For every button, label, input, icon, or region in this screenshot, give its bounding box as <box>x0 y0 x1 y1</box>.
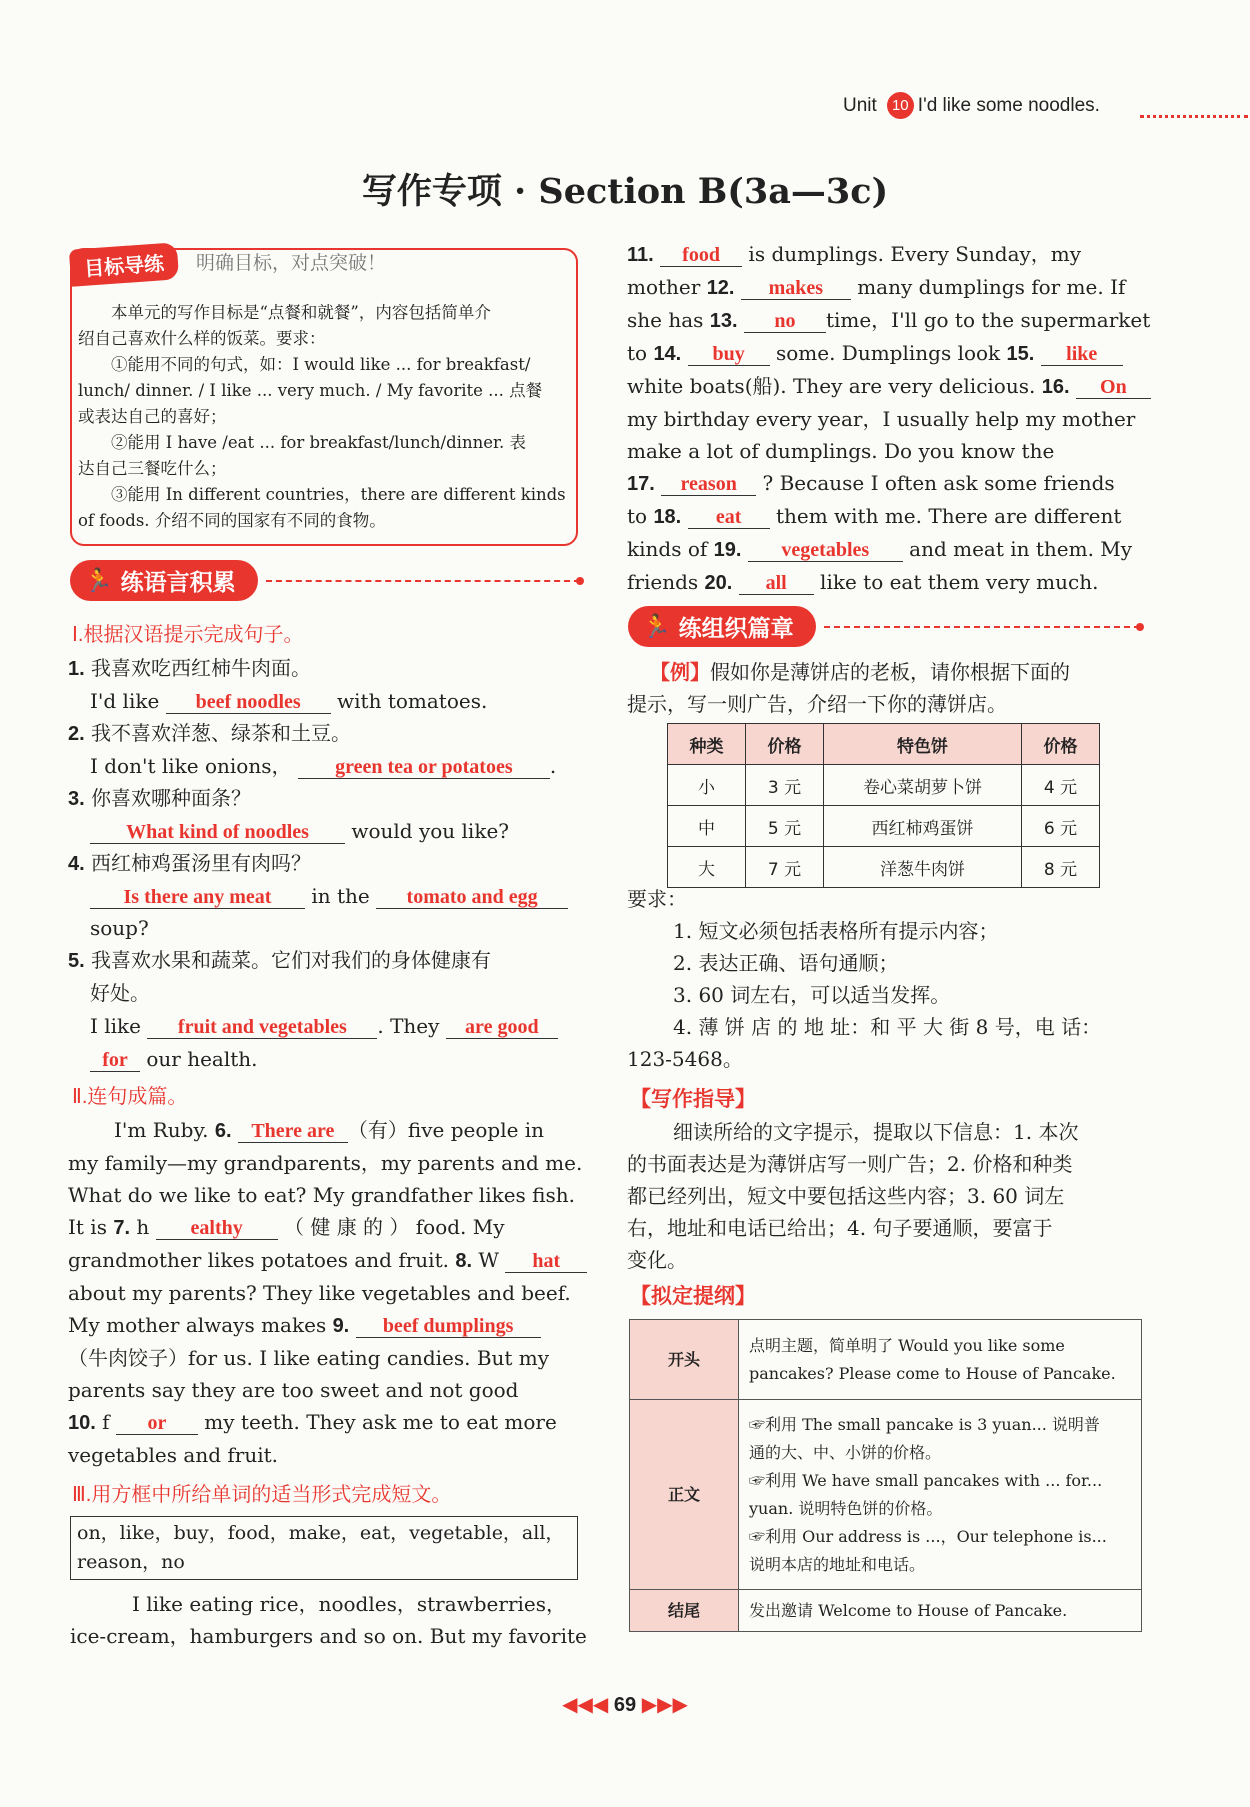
answer-blank: reason <box>661 473 756 496</box>
requirement-item: 4. 薄 饼 店 的 地 址：和 平 大 街 8 号，电 话： <box>673 1015 1102 1039</box>
requirements <box>627 883 1140 1075</box>
table-cell: 卷心菜胡萝卜饼 <box>824 765 1022 806</box>
table-cell: 4 元 <box>1022 765 1100 806</box>
goal-line: ②能用 I have /eat ... for breakfast/lunch/dinner. 表 <box>111 433 527 452</box>
question-2-answer-line: I don't like onions， green tea or potatoes . <box>90 754 557 778</box>
answer-blank: makes <box>741 277 851 300</box>
answer-blank: green tea or potatoes <box>298 756 550 779</box>
guide-line: 的书面表达是为薄饼店写一则广告；2. 价格和种类 <box>627 1152 1073 1176</box>
pancake-price-table <box>667 723 1100 888</box>
section-3-passage-line: ice-cream，hamburgers and so on. But my favorite <box>70 1624 587 1648</box>
passage-line: to 18. eat them with me. There are different <box>627 504 1122 528</box>
requirement-tail: 123-5468。 <box>627 1047 743 1071</box>
passage-line: （牛肉饺子）for us. I like eating candies. But my <box>68 1346 550 1370</box>
table-header: 价格 <box>1022 724 1100 765</box>
outline-tag: 【拟定提纲】 <box>630 1284 756 1308</box>
writing-guide-text <box>627 1116 1140 1276</box>
section-3-passage-cont <box>627 238 1151 599</box>
header-dotted-rule <box>1140 115 1248 118</box>
answer-blank: hat <box>505 1250 587 1273</box>
passage-line: It is 7. h ealthy （ 健 康 的 ） food. My <box>68 1215 505 1239</box>
guide-line: 变化。 <box>627 1248 687 1272</box>
question-3-answer-line: What kind of noodles would you like? <box>90 815 509 847</box>
outline-row <box>630 1590 1142 1632</box>
table-header: 价格 <box>746 724 824 765</box>
goal-line: 绍自己喜欢什么样的饭菜。要求： <box>78 329 326 348</box>
outline-label: 结尾 <box>630 1590 739 1632</box>
unit-label: Unit <box>843 94 877 116</box>
question-3-prompt: 你喜欢哪种面条？ <box>91 786 252 810</box>
question-1: 1. 我喜欢吃西红柿牛肉面。 <box>68 656 312 680</box>
example-prompt-cont: 提示，写一则广告，介绍一下你的薄饼店。 <box>627 692 1007 716</box>
passage-line: vegetables and fruit. <box>68 1443 278 1467</box>
passage-line: grandmother likes potatoes and fruit. 8. W hat <box>68 1244 580 1277</box>
question-5-prompt: 我喜欢水果和蔬菜。它们对我们的身体健康有 <box>91 948 492 972</box>
passage-line: friends 20. all like to eat them very much. <box>627 570 1099 594</box>
goal-line: of foods. 介绍不同的国家有不同的食物。 <box>78 511 386 530</box>
answer-blank: beef dumplings <box>356 1315 541 1338</box>
page-number-footer <box>525 1692 725 1717</box>
answer-blank: Is there any meat <box>90 886 305 909</box>
goal-subtitle: 明确目标，对点突破！ <box>196 252 387 274</box>
passage-line: kinds of 19. vegetables and meat in them. My <box>627 537 1133 561</box>
answer-blank: eat <box>688 506 770 529</box>
unit-number-badge: 10 <box>887 92 914 119</box>
passage-line: to 14. buy some. Dumplings look 15. like <box>627 337 1140 370</box>
answer-blank: beef noodles <box>166 691 331 714</box>
passage-line: What do we like to eat? My grandfather likes fish. <box>68 1183 576 1207</box>
goal-line: 达自己三餐吃什么； <box>78 459 227 478</box>
guide-line: 都已经列出，短文中要包括这些内容；3. 60 词左 <box>627 1184 1065 1208</box>
guide-line: 细读所给的文字提示，提取以下信息：1. 本次 <box>673 1120 1079 1144</box>
section-3-title: Ⅲ.用方框中所给单词的适当形式完成短文。 <box>72 1484 452 1506</box>
passage-line: mother 12. makes many dumplings for me. If <box>627 275 1126 299</box>
table-cell: 3 元 <box>746 765 824 806</box>
answer-blank: like <box>1041 343 1123 366</box>
answer-blank: no <box>744 310 826 333</box>
section-banner-language <box>70 560 580 601</box>
table-cell: 中 <box>668 806 746 847</box>
question-4: 4. 西红柿鸡蛋汤里有肉吗？ <box>68 851 312 875</box>
passage-line: 11. food is dumplings. Every Sunday，my <box>627 242 1082 266</box>
question-3: 3. 你喜欢哪种面条？ <box>68 786 252 810</box>
outline-row <box>630 1320 1142 1400</box>
question-4-answer-line: Is there any meat in the tomato and egg <box>90 880 568 912</box>
example-prompt: 【例】假如你是薄饼店的老板，请你根据下面的 <box>650 660 1070 684</box>
question-2-prompt: 我不喜欢洋葱、绿茶和土豆。 <box>91 721 352 745</box>
running-header <box>843 92 1100 119</box>
table-cell: 大 <box>668 847 746 888</box>
question-4-prompt: 西红柿鸡蛋汤里有肉吗？ <box>91 851 312 875</box>
table-header: 种类 <box>668 724 746 765</box>
table-row <box>668 847 1100 888</box>
answer-blank: ealthy <box>156 1217 278 1240</box>
table-cell: 5 元 <box>746 806 824 847</box>
runner-icon: 🏃 <box>642 614 671 640</box>
passage-line: My mother always makes 9. beef dumplings <box>68 1309 580 1342</box>
goal-line: ①能用不同的句式，如：I would like ... for breakfast/ <box>111 355 531 374</box>
passage-line: I'm Ruby. 6. There are （有）five people in <box>114 1118 545 1142</box>
outline-content: ☞利用 The small pancake is 3 yuan... 说明普 通的大、中、小饼的价格。 ☞利用 We have small pancakes with ... for... yuan. 说明特色饼的价格。 ☞利用 Our address is ...，Our telephone is... 说明本店的地址和电话。 <box>739 1400 1142 1590</box>
passage-line: make a lot of dumplings. Do you know the <box>627 439 1055 463</box>
section-banner-composition <box>628 606 1140 647</box>
outline-content: 点明主题，简单明了 Would you like some pancakes? Please come to House of Pancake. <box>739 1320 1142 1400</box>
word-box-line: reason，no <box>77 1551 185 1573</box>
section-2-passage <box>68 1114 583 1471</box>
answer-blank: tomato and egg <box>376 886 568 909</box>
passage-line: about my parents? They like vegetables and beef. <box>68 1281 571 1305</box>
banner-label: 练语言积累 <box>120 570 236 596</box>
writing-guide-tag: 【写作指导】 <box>630 1087 756 1111</box>
next-arrows-icon: ▶▶▶ <box>641 1694 688 1716</box>
passage-line: 10. f or my teeth. They ask me to eat more <box>68 1410 557 1434</box>
table-cell: 西红柿鸡蛋饼 <box>824 806 1022 847</box>
goal-line: 本单元的写作目标是“点餐和就餐”，内容包括简单介 <box>111 303 491 322</box>
table-cell: 洋葱牛肉饼 <box>824 847 1022 888</box>
outline-row <box>630 1400 1142 1590</box>
answer-blank: all <box>739 572 814 595</box>
question-4-tail: soup? <box>90 916 149 940</box>
unit-title: I'd like some noodles. <box>917 94 1100 116</box>
passage-line: she has 13. no time，I'll go to the supermarket <box>627 308 1151 332</box>
table-cell: 6 元 <box>1022 806 1100 847</box>
table-header: 特色饼 <box>824 724 1022 765</box>
runner-icon: 🏃 <box>84 568 113 594</box>
table-cell: 小 <box>668 765 746 806</box>
answer-blank: or <box>116 1412 198 1435</box>
outline-content: 发出邀请 Welcome to House of Pancake. <box>739 1590 1142 1632</box>
answer-blank: vegetables <box>748 539 903 562</box>
passage-line: white boats(船). They are very delicious. 16. On <box>627 370 1140 403</box>
answer-blank: There are <box>238 1120 348 1143</box>
page-number: 69 <box>613 1694 637 1716</box>
goal-tag: 目标导练 <box>69 242 179 286</box>
outline-label: 开头 <box>630 1320 739 1400</box>
passage-line: my birthday every year，I usually help my mother <box>627 407 1136 431</box>
goal-line: lunch/ dinner. / I like ... very much. / My favorite ... 点餐 <box>78 381 543 400</box>
table-row <box>668 806 1100 847</box>
section-1-title: Ⅰ.根据汉语提示完成句子。 <box>72 624 304 646</box>
answer-blank: On <box>1076 376 1151 399</box>
requirement-item: 3. 60 词左右，可以适当发挥。 <box>673 983 951 1007</box>
goal-line: 或表达自己的喜好； <box>78 407 227 426</box>
table-header-row <box>668 724 1100 765</box>
answer-blank: What kind of noodles <box>90 821 345 844</box>
passage-line: my family—my grandparents，my parents and me. <box>68 1151 583 1175</box>
prev-arrows-icon: ◀◀◀ <box>562 1694 609 1716</box>
table-row <box>668 765 1100 806</box>
question-2: 2. 我不喜欢洋葱、绿茶和土豆。 <box>68 721 352 745</box>
passage-line: parents say they are too sweet and not good <box>68 1378 519 1402</box>
question-5-prompt-cont: 好处。 <box>90 981 150 1005</box>
example-tag: 【例】 <box>650 660 710 684</box>
question-1-answer-line: I'd like beef noodles with tomatoes. <box>90 689 488 713</box>
passage-line: 17. reason ? Because I often ask some friends <box>627 471 1115 495</box>
answer-blank: for <box>90 1049 140 1072</box>
guide-line: 右，地址和电话已给出；4. 句子要通顺，要富于 <box>627 1216 1053 1240</box>
requirement-item: 2. 表达正确、语句通顺； <box>673 951 899 975</box>
answer-blank: fruit and vegetables <box>147 1016 377 1039</box>
section-2-title: Ⅱ.连句成篇。 <box>72 1086 188 1108</box>
outline-table <box>629 1319 1142 1632</box>
question-1-prompt: 我喜欢吃西红柿牛肉面。 <box>91 656 312 680</box>
question-5: 5. 我喜欢水果和蔬菜。它们对我们的身体健康有 <box>68 948 492 972</box>
page-title: 写作专项 · Section B(3a—3c) <box>361 171 889 212</box>
outline-label: 正文 <box>630 1400 739 1590</box>
table-cell: 8 元 <box>1022 847 1100 888</box>
requirements-title: 要求： <box>627 887 687 911</box>
requirement-item: 1. 短文必须包括表格所有提示内容； <box>673 919 999 943</box>
banner-label: 练组织篇章 <box>678 616 794 642</box>
answer-blank: buy <box>688 343 770 366</box>
goal-line: ③能用 In different countries，there are different kinds <box>111 485 566 504</box>
word-box <box>70 1516 578 1580</box>
word-box-line: on，like，buy，food，make，eat，vegetable，all， <box>77 1522 565 1544</box>
goal-text <box>78 300 570 534</box>
section-3-passage-line: I like eating rice，noodles，strawberries， <box>132 1592 567 1616</box>
answer-blank: food <box>660 244 742 267</box>
table-cell: 7 元 <box>746 847 824 888</box>
question-5-answer-line-2: for our health. <box>90 1043 258 1075</box>
question-5-answer-line: I like fruit and vegetables . They are good <box>90 1010 558 1042</box>
answer-blank: are good <box>446 1016 558 1039</box>
